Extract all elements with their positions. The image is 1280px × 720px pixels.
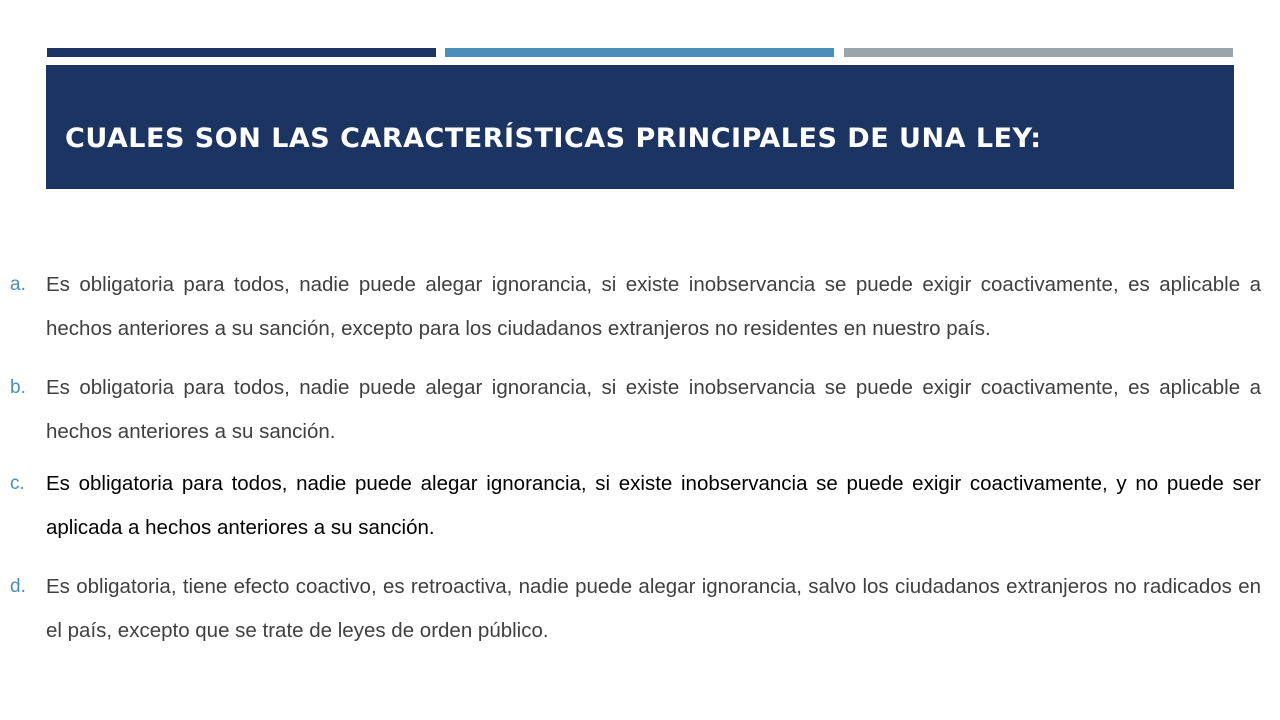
- option-c-text: Es obligatoria para todos, nadie puede alegar ignorancia, si existe inobservancia se puede exigir coactivamente, y no puede ser aplicada a hechos anteriores a su sanción.: [46, 472, 1261, 539]
- accent-bar-blue: [445, 48, 834, 57]
- option-b-text: Es obligatoria para todos, nadie puede alegar ignorancia, si existe inobservancia se puede exigir coactivamente, es aplicable a hechos anteriores a su sanción.: [46, 376, 1261, 443]
- option-d: [0, 565, 1261, 653]
- accent-bar-gray: [844, 48, 1233, 57]
- option-d-text: Es obligatoria, tiene efecto coactivo, es retroactiva, nadie puede alegar ignorancia, salvo los ciudadanos extranjeros no radicados en el país, excepto que se trate de leyes de orden público.: [46, 575, 1261, 642]
- accent-bar-dark: [47, 48, 436, 57]
- option-c: [0, 462, 1261, 550]
- option-b-marker: b.: [10, 377, 26, 398]
- option-d-marker: d.: [10, 576, 26, 597]
- option-a-text: Es obligatoria para todos, nadie puede alegar ignorancia, si existe inobservancia se puede exigir coactivamente, es aplicable a hechos anteriores a su sanción, excepto para los ciudadanos extranjeros no residentes en nuestro país.: [46, 273, 1261, 340]
- title-banner: [46, 65, 1234, 189]
- option-c-marker: c.: [10, 473, 25, 494]
- option-a-marker: a.: [10, 274, 26, 295]
- answer-options-list: [0, 263, 1280, 653]
- option-b: [0, 366, 1261, 454]
- option-a: [0, 263, 1261, 351]
- slide-title: CUALES SON LAS CARACTERÍSTICAS PRINCIPALES DE UNA LEY:: [65, 123, 1042, 154]
